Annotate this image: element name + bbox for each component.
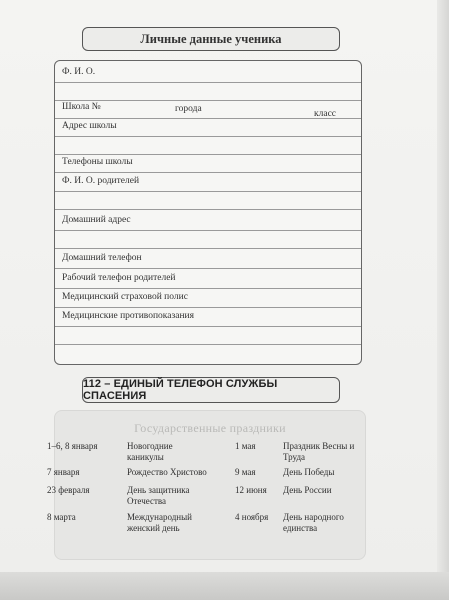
school-phones-line[interactable] [55,172,361,173]
personal-data-form [54,60,362,365]
parents-fio-label: Ф. И. О. родителей [62,176,140,186]
emergency-phone-text: 112 – ЕДИНЫЙ ТЕЛЕФОН СЛУЖБЫ СПАСЕНИЯ [83,378,278,402]
class-label: класс [314,109,337,119]
holiday-right-2-date: 12 июня [235,485,267,495]
school-line[interactable] [55,118,361,119]
home-address-line[interactable] [55,230,361,231]
holiday-left-2-name: День защитника Отечества [127,485,190,506]
personal-data-title-text: Личные данные ученика [140,31,282,46]
home-phone-label: Домашний телефон [62,253,142,263]
school-address-line-2[interactable] [55,154,361,155]
page-right-edge [437,0,449,600]
home-address-label: Домашний адрес [62,215,131,225]
personal-data-title [82,27,340,51]
holiday-left-0-name: Новогодние каникулы [127,441,173,462]
holiday-left-3-name: Международный женский день [127,512,192,533]
holiday-right-3-date: 4 ноября [235,512,269,522]
holiday-left-1-date: 7 января [47,467,80,477]
holidays-panel [47,410,366,560]
holiday-left-1-name: Рождество Христово [127,467,207,477]
contraindications-label: Медицинские противопоказания [62,311,194,321]
parents-work-phone-label: Рабочий телефон родителей [62,273,176,283]
insurance-label: Медицинский страховой полис [62,292,188,302]
holiday-right-1-date: 9 мая [235,467,256,477]
insurance-line[interactable] [55,307,361,308]
parents-fio-line-2[interactable] [55,209,361,210]
school-address-label: Адрес школы [62,121,117,131]
parents-fio-line[interactable] [55,191,361,192]
page-bottom-edge [0,572,449,600]
holiday-left-0-date: 1–6, 8 января [47,441,98,451]
holiday-right-2-name: День России [283,485,332,495]
fio-line-2[interactable] [55,100,361,101]
school-phones-label: Телефоны школы [62,157,133,167]
holiday-right-0-name: Праздник Весны и Труда [283,441,355,462]
school-number-label: Школа № [62,102,101,112]
fio-label: Ф. И. О. [62,67,96,77]
holiday-left-2-date: 23 февраля [47,485,90,495]
parents-work-phone-line[interactable] [55,288,361,289]
emergency-phone-banner [82,377,340,403]
home-phone-line[interactable] [55,268,361,269]
school-address-line[interactable] [55,136,361,137]
holiday-right-1-name: День Победы [283,467,335,477]
holidays-title: Государственные праздники [134,421,286,435]
city-label: города [175,104,202,114]
holiday-right-0-date: 1 мая [235,441,256,451]
contraindications-line[interactable] [55,326,361,327]
contraindications-line-2[interactable] [55,344,361,345]
home-address-line-2[interactable] [55,248,361,249]
holiday-right-3-name: День народного единства [283,512,344,533]
fio-line[interactable] [55,82,361,83]
holiday-left-3-date: 8 марта [47,512,76,522]
